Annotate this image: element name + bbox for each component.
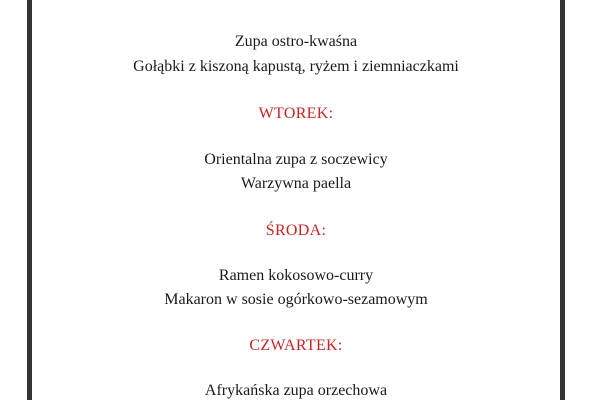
tuesday-dish-main: Warzywna paella — [240, 175, 352, 192]
wednesday-dish-main: Makaron w sosie ogórkowo-sezamowym — [164, 291, 428, 308]
monday-dish-soup: Zupa ostro-kwaśna — [234, 33, 358, 50]
thursday-heading: CZWARTEK: — [249, 337, 343, 354]
tuesday-heading: WTOREK: — [258, 105, 334, 122]
monday-dish-main: Gołąbki z kiszoną kapustą, ryżem i ziemniaczkami — [133, 58, 459, 75]
tuesday-dish-soup: Orientalna zupa z soczewicy — [204, 151, 388, 168]
wednesday-heading: ŚRODA: — [265, 222, 327, 239]
wednesday-dish-soup: Ramen kokosowo-curry — [218, 267, 374, 284]
thursday-dish-soup: Afrykańska zupa orzechowa — [204, 382, 388, 399]
